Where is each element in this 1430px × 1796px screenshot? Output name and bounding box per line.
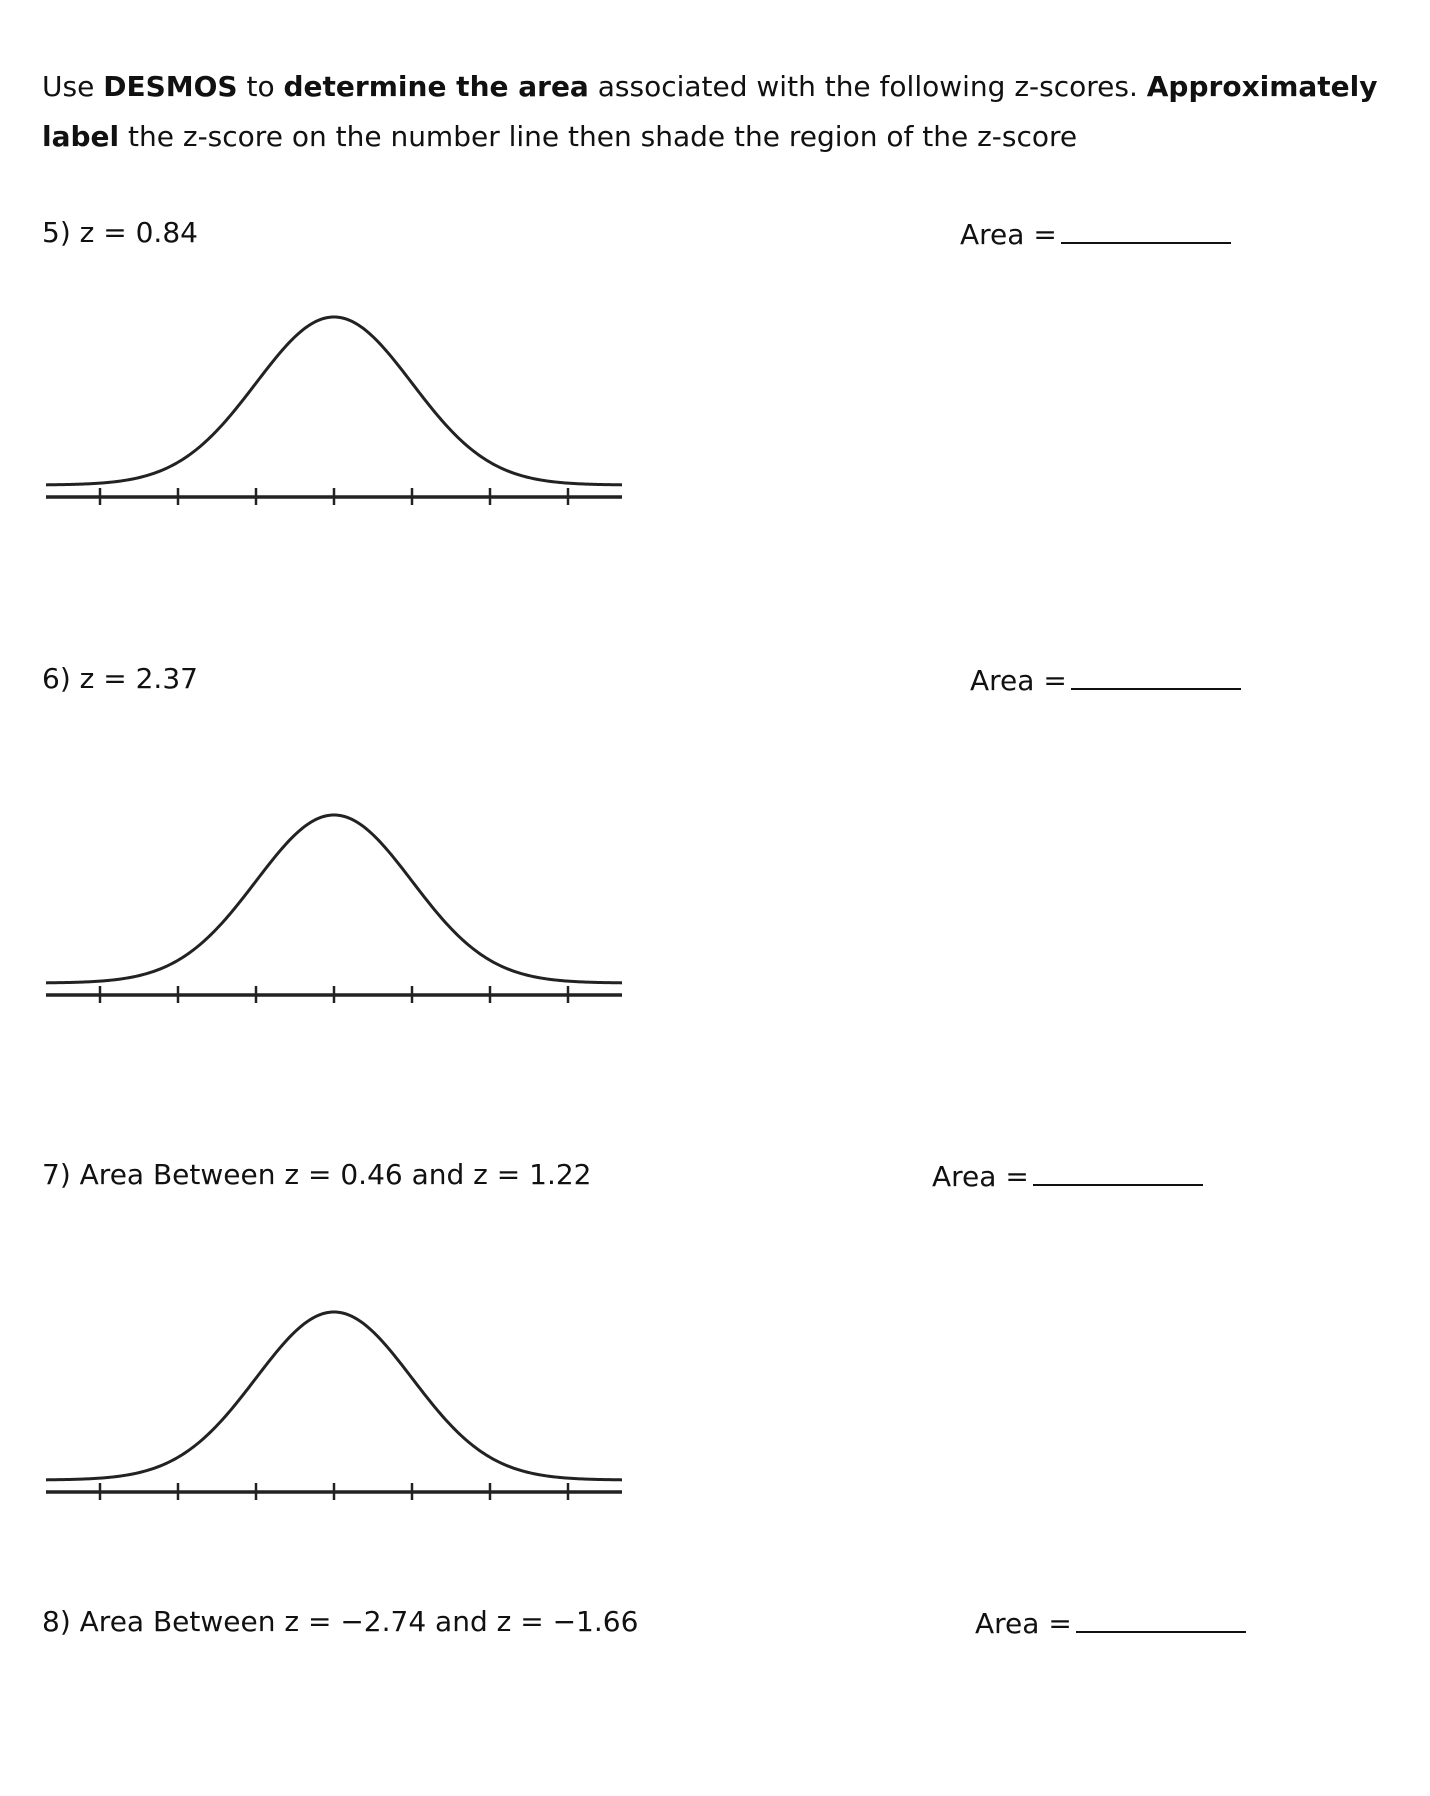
problem-6-label: 6) z = 2.37 xyxy=(42,662,198,695)
instructions-text-1: Use xyxy=(42,70,104,103)
bell-curve-graphic xyxy=(46,803,622,1003)
problem-8-answer-blank[interactable] xyxy=(1076,1605,1246,1633)
problem-6-area-label: Area = xyxy=(970,664,1067,697)
problem-5-area-label: Area = xyxy=(960,218,1057,251)
problem-6-answer-blank[interactable] xyxy=(1071,662,1241,690)
instructions-bold-determine: determine the area xyxy=(283,70,589,103)
instructions-text-2: to xyxy=(237,70,284,103)
problem-6-area xyxy=(970,662,1241,697)
instructions-bold-desmos: DESMOS xyxy=(103,70,238,103)
problem-7-answer-blank[interactable] xyxy=(1033,1158,1203,1186)
problem-5-area xyxy=(960,216,1231,251)
problem-6-normal-curve[interactable] xyxy=(46,803,622,1003)
problem-7-label: 7) Area Between z = 0.46 and z = 1.22 xyxy=(42,1158,592,1191)
instructions-text-4: the z-score on the number line then shade the region of the z-score xyxy=(119,120,1078,153)
problem-8-area-label: Area = xyxy=(975,1607,1072,1640)
problem-7-area xyxy=(932,1158,1203,1193)
problem-8-area xyxy=(975,1605,1246,1640)
bell-curve-line xyxy=(46,317,622,485)
instructions-bold-approx: Approximately label xyxy=(42,70,1378,153)
problem-5-label: 5) z = 0.84 xyxy=(42,216,198,249)
problem-7-area-label: Area = xyxy=(932,1160,1029,1193)
bell-curve-graphic xyxy=(46,1300,622,1500)
problem-5-normal-curve[interactable] xyxy=(46,305,622,505)
problem-5-answer-blank[interactable] xyxy=(1061,216,1231,244)
problem-7-normal-curve[interactable] xyxy=(46,1300,622,1500)
problem-8-label: 8) Area Between z = −2.74 and z = −1.66 xyxy=(42,1605,639,1638)
instructions-text-3: associated with the following z-scores. xyxy=(588,70,1147,103)
bell-curve-graphic xyxy=(46,305,622,505)
instructions xyxy=(42,62,1402,162)
bell-curve-line xyxy=(46,815,622,983)
bell-curve-line xyxy=(46,1312,622,1480)
